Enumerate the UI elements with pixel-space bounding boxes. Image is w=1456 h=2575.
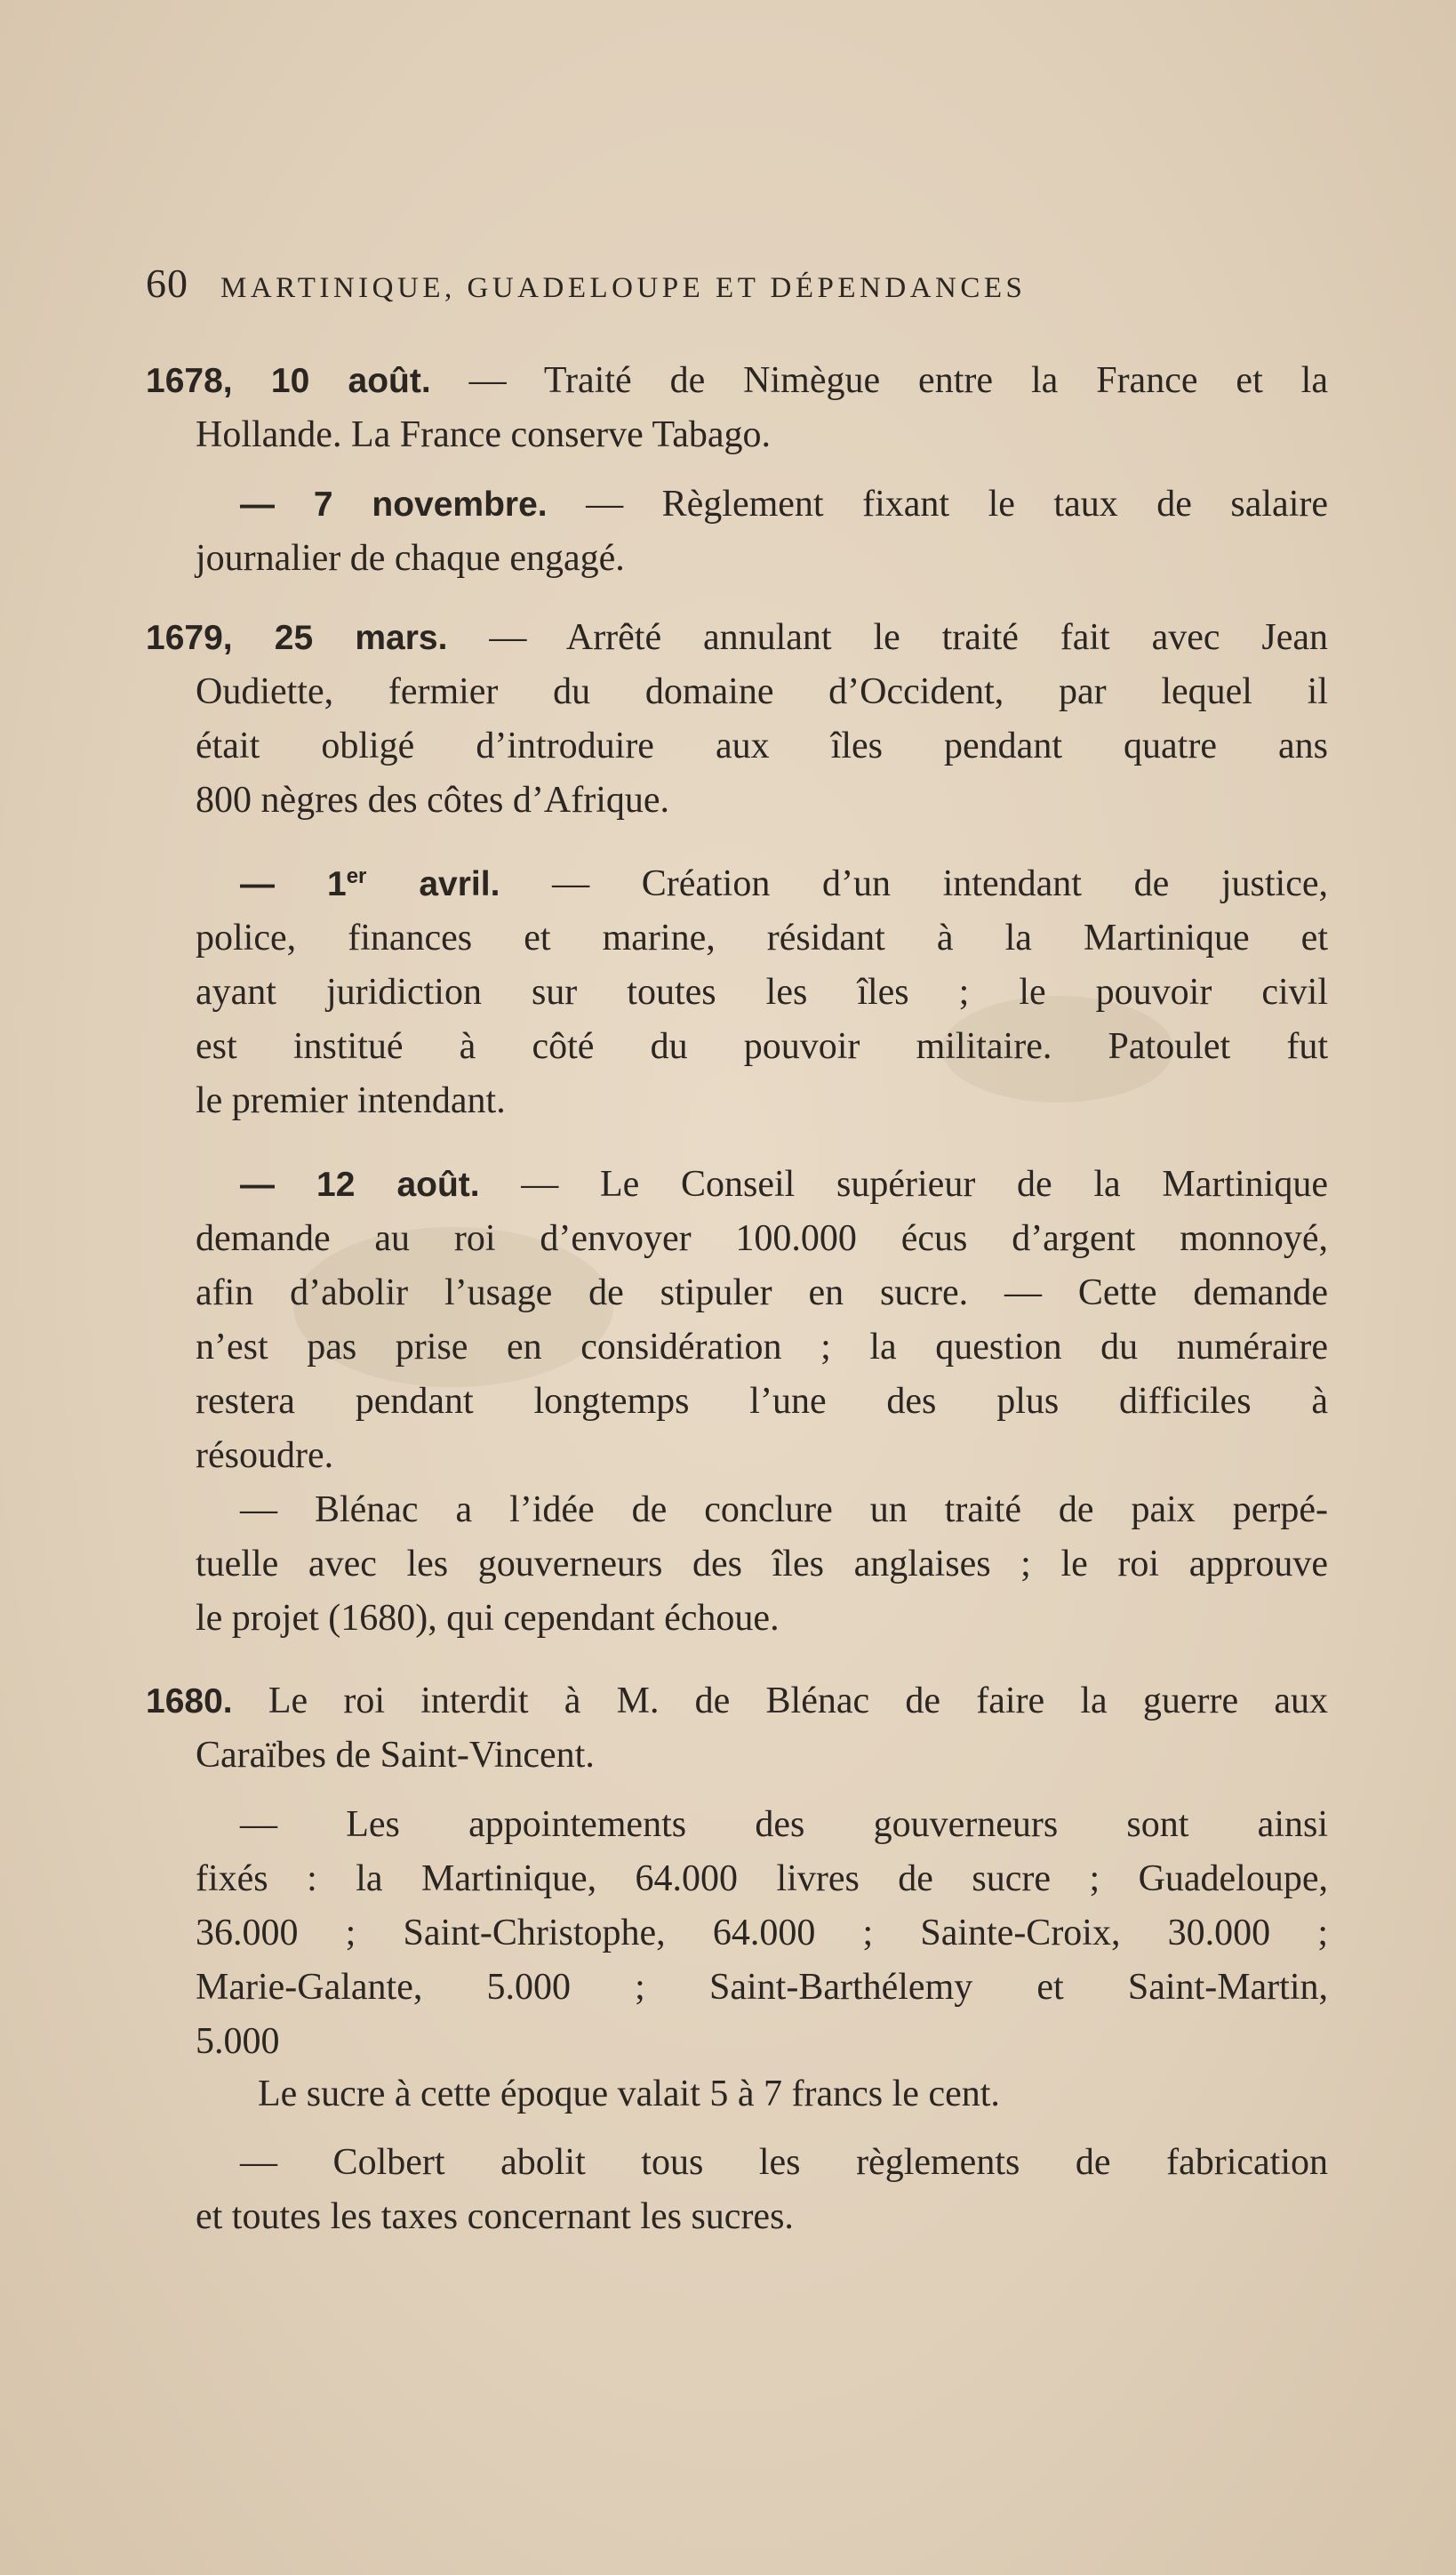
entry-date: — 12 août.: [240, 1166, 480, 1204]
entry-text: est institué à côté du pouvoir militaire. Patoulet fut: [196, 1026, 1328, 1067]
paragraph: [146, 354, 1328, 462]
entry-date: 1679, 25 mars.: [146, 619, 448, 657]
entry-date: 1680.: [146, 1682, 233, 1721]
text-line: [146, 1429, 1328, 1483]
text-line: [146, 1375, 1328, 1429]
entry-text: Hollande. La France conserve Tabago.: [196, 414, 772, 455]
text-line: [146, 611, 1328, 665]
text-line: [146, 1266, 1328, 1320]
paragraph: [146, 1158, 1328, 1483]
paragraph: [146, 1798, 1328, 2069]
text-line: [146, 2136, 1328, 2190]
paragraph: [146, 1674, 1328, 1783]
text-line: [146, 1852, 1328, 1906]
text-line: [146, 1320, 1328, 1375]
paragraph: [146, 477, 1328, 586]
entry-text: Caraïbes de Saint-Vincent.: [196, 1735, 595, 1776]
text-line: [146, 2190, 1328, 2244]
text-line: [146, 1798, 1328, 1852]
text-line: [146, 1020, 1328, 1074]
paragraph: [146, 2067, 1328, 2122]
entry-text: — Traité de Nimègue entre la France et la: [430, 360, 1328, 401]
entry-text: — Colbert abolit tous les règlements de fabrication: [240, 2142, 1328, 2183]
entry-text: — Les appointements des gouverneurs sont ainsi: [240, 1804, 1328, 1845]
paragraph: [146, 2136, 1328, 2244]
paragraph: [146, 611, 1328, 828]
text-line: [146, 911, 1328, 966]
page-number: 60: [146, 261, 188, 306]
text-line: [146, 1212, 1328, 1266]
text-line: [146, 1074, 1328, 1128]
entry-text: Le sucre à cette époque valait 5 à 7 francs le cent.: [258, 2074, 1000, 2114]
entry-text: le projet (1680), qui cependant échoue.: [196, 1598, 780, 1639]
text-line: [146, 354, 1328, 408]
text-line: [146, 1674, 1328, 1729]
text-line: [146, 408, 1328, 462]
text-line: [146, 1592, 1328, 1646]
entry-text: Marie-Galante, 5.000 ; Saint-Barthélemy et Saint-Martin,: [196, 1967, 1328, 2008]
entry-text: — Création d’un intendant de justice,: [500, 863, 1329, 904]
text-line: [146, 1537, 1328, 1592]
entry-text: résoudre.: [196, 1435, 334, 1476]
text-line: [146, 1158, 1328, 1212]
entry-text: le premier intendant.: [196, 1080, 506, 1121]
paragraph: [146, 1483, 1328, 1646]
text-line: [146, 665, 1328, 719]
entry-text: 5.000: [196, 2021, 280, 2062]
entry-text: — Règlement fixant le taux de salaire: [547, 484, 1328, 525]
entry-date: — 7 novembre.: [240, 485, 548, 524]
entry-text: n’est pas prise en considération ; la question du numéraire: [196, 1327, 1328, 1368]
entry-text: 800 nègres des côtes d’Afrique.: [196, 780, 669, 821]
superscript: er: [346, 864, 367, 888]
text-line: [146, 774, 1328, 828]
entry-text: demande au roi d’envoyer 100.000 écus d’argent monnoyé,: [196, 1218, 1328, 1259]
text-line: [146, 532, 1328, 586]
text-line: [146, 719, 1328, 774]
entry-text: journalier de chaque engagé.: [196, 538, 625, 579]
entry-date: 1678, 10 août.: [146, 362, 431, 400]
text-line: [146, 2067, 1328, 2122]
text-line: [146, 1906, 1328, 1961]
entry-text: afin d’abolir l’usage de stipuler en sucre. — Cette demande: [196, 1272, 1328, 1313]
paragraph: [146, 857, 1328, 1128]
entry-text: ayant juridiction sur toutes les îles ; le pouvoir civil: [196, 972, 1328, 1013]
entry-text: — Arrêté annulant le traité fait avec Jean: [447, 617, 1329, 658]
text-line: [146, 857, 1328, 911]
entry-text: police, finances et marine, résidant à la Martinique et: [196, 918, 1328, 959]
entry-text: et toutes les taxes concernant les sucres.: [196, 2196, 794, 2237]
entry-text: — Le Conseil supérieur de la Martinique: [479, 1164, 1328, 1205]
entry-text: était obligé d’introduire aux îles pendant quatre ans: [196, 726, 1328, 766]
entry-text: tuelle avec les gouverneurs des îles anglaises ; le roi approuve: [196, 1544, 1328, 1584]
entry-text: — Blénac a l’idée de conclure un traité de paix perpé-: [240, 1489, 1328, 1530]
text-line: [146, 1961, 1328, 2015]
running-title: MARTINIQUE, GUADELOUPE ET DÉPENDANCES: [220, 272, 1027, 304]
entry-text: restera pendant longtemps l’une des plus difficiles à: [196, 1381, 1328, 1422]
entry-text: Oudiette, fermier du domaine d’Occident, par lequel il: [196, 671, 1328, 712]
text-line: [146, 2015, 1328, 2069]
entry-text: 36.000 ; Saint-Christophe, 64.000 ; Sainte-Croix, 30.000 ;: [196, 1913, 1328, 1953]
entry-date: — 1er avril.: [240, 864, 500, 903]
text-line: [146, 1483, 1328, 1537]
entry-text: Le roi interdit à M. de Blénac de faire la guerre aux: [232, 1681, 1328, 1721]
text-line: [146, 477, 1328, 532]
text-line: [146, 966, 1328, 1020]
entry-text: fixés : la Martinique, 64.000 livres de sucre ; Guadeloupe,: [196, 1858, 1328, 1899]
page-header: [146, 260, 1212, 307]
text-line: [146, 1729, 1328, 1783]
